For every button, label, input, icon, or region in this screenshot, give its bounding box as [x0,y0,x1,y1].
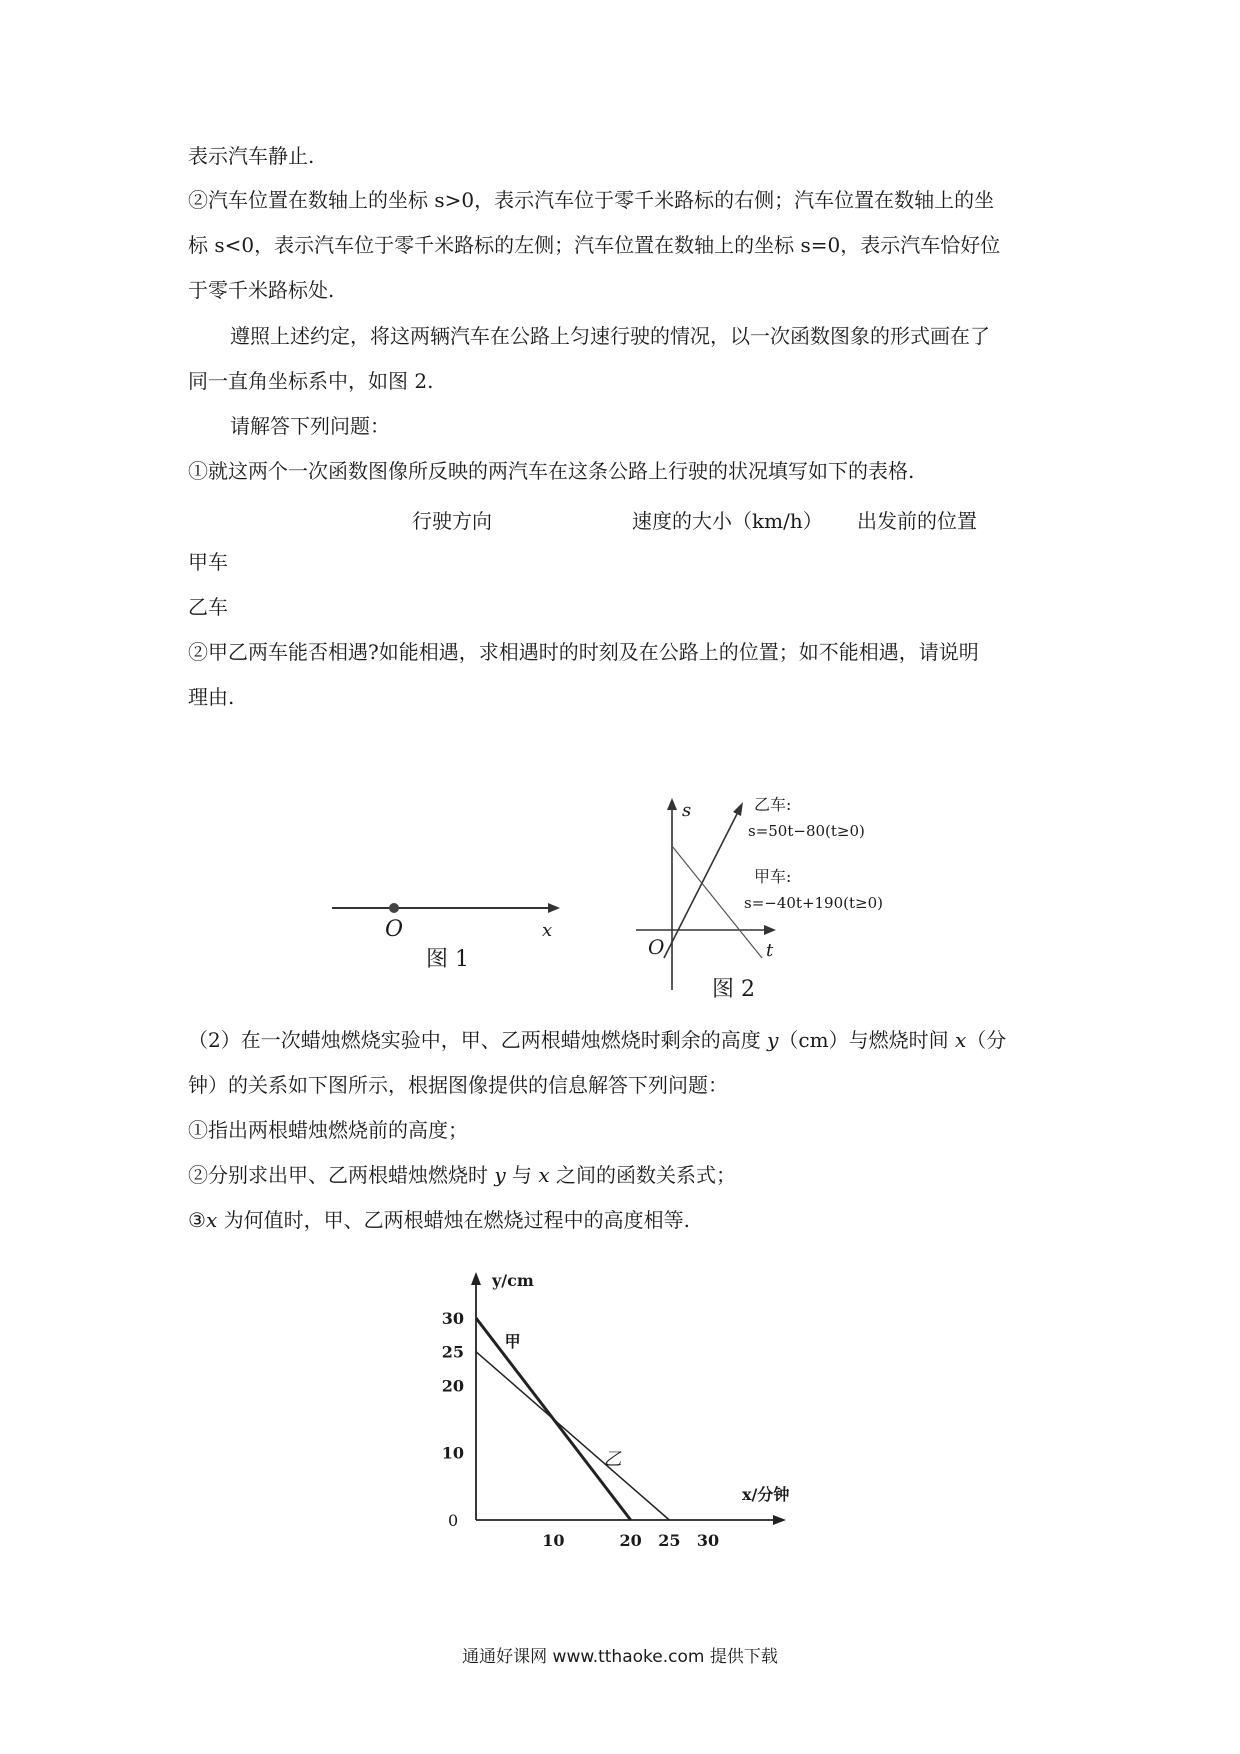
x-tick-label: 25 [658,1531,681,1550]
text-run: （cm）与燃烧时间 [778,1028,955,1052]
paragraph: 表示汽车静止. [188,144,315,168]
y-tick-label: 20 [441,1376,464,1396]
var-y: y [494,1163,506,1187]
x-axis-arrow-icon [773,1515,786,1525]
paragraph: 同一直角坐标系中，如图 2. [188,369,434,393]
series-label-yi: 乙 [603,1448,622,1470]
origin-label: 0 [448,1511,459,1530]
origin-label: O [385,917,404,942]
table-row-label: 乙车 [188,595,228,619]
car-b-name: 乙车: [754,795,792,814]
table-header-position: 出发前的位置 [857,509,977,533]
paragraph: ①就这两个一次函数图像所反映的两汽车在这条公路上行驶的状况填写如下的表格. [188,459,915,483]
text-run: 之间的函数关系式； [549,1163,737,1187]
paragraph: 请解答下列问题： [230,414,390,438]
paragraph [188,1028,1060,1052]
axis-label: x [542,920,553,941]
table-header-direction: 行驶方向 [412,509,492,533]
series-line-yi [476,1352,669,1520]
var-x: x [954,1028,967,1052]
paragraph: 于零千米路标处. [188,278,335,302]
table-row-label: 甲车 [188,550,228,574]
candle-chart [420,1258,820,1558]
paragraph: 标 s<0，表示汽车位于零千米路标的左侧；汽车位置在数轴上的坐标 s=0，表示汽车恰好位 [188,233,1001,257]
figure-caption: 图 1 [426,947,469,972]
s-axis-label: s [682,800,692,821]
var-y: y [767,1028,779,1052]
figure-caption: 图 2 [712,977,755,1002]
figure-1-number-line [320,880,580,990]
axis-arrow-icon [548,903,560,913]
text-run: ②分别求出甲、乙两根蜡烛燃烧时 [188,1163,495,1187]
x-axis-label: x/分钟 [742,1485,790,1504]
t-axis-label: t [766,940,774,961]
s-axis-arrow-icon [667,798,677,810]
paragraph: ②汽车位置在数轴上的坐标 s>0，表示汽车位于零千米路标的右侧；汽车位置在数轴上的坐 [188,188,995,212]
y-tick-label: 30 [441,1309,464,1328]
text-run: ③ [188,1208,206,1232]
origin-label: O [648,935,665,959]
car-b-arrow-icon [733,802,743,816]
x-tick-label: 20 [619,1531,642,1550]
y-axis-label: y/cm [492,1271,534,1290]
text-run: 为何值时，甲、乙两根蜡烛在燃烧过程中的高度相等. [217,1208,690,1232]
origin-point [389,903,399,913]
car-a-equation: s=−40t+190(t≥0) [744,894,883,912]
paragraph: 遵照上述约定，将这两辆汽车在公路上匀速行驶的情况，以一次函数图象的形式画在了 [230,324,990,348]
table-header-speed: 速度的大小（km/h） [632,509,823,533]
y-tick-label: 10 [441,1443,464,1463]
paragraph: ①指出两根蜡烛燃烧前的高度； [188,1118,468,1142]
y-tick-label: 25 [441,1342,464,1362]
paragraph [188,1208,1060,1232]
paragraph: 理由. [188,685,235,709]
var-x: x [538,1163,550,1187]
text-run: 与 [505,1163,539,1187]
car-b-equation: s=50t−80(t≥0) [748,822,865,840]
paragraph: 钟）的关系如下图所示，根据图像提供的信息解答下列问题： [188,1073,728,1097]
y-axis-arrow-icon [471,1272,481,1285]
paragraph [188,1163,1060,1187]
footer: 通通好课网 www.tthaoke.com 提供下载 [462,1647,778,1667]
text-run: （2）在一次蜡烛燃烧实验中，甲、乙两根蜡烛燃烧时剩余的高度 [188,1028,768,1052]
t-axis-arrow-icon [764,925,776,935]
text-run: （分 [966,1028,1007,1052]
series-label-jia: 甲 [504,1331,521,1351]
x-tick-label: 30 [696,1531,720,1550]
var-x: x [205,1208,218,1232]
car-a-name: 甲车: [754,867,792,886]
paragraph: ②甲乙两车能否相遇?如能相遇，求相遇时的时刻及在公路上的位置；如不能相遇，请说明 [188,640,979,664]
x-tick-label: 10 [542,1531,565,1550]
figure-2-st-graph [620,790,940,1005]
